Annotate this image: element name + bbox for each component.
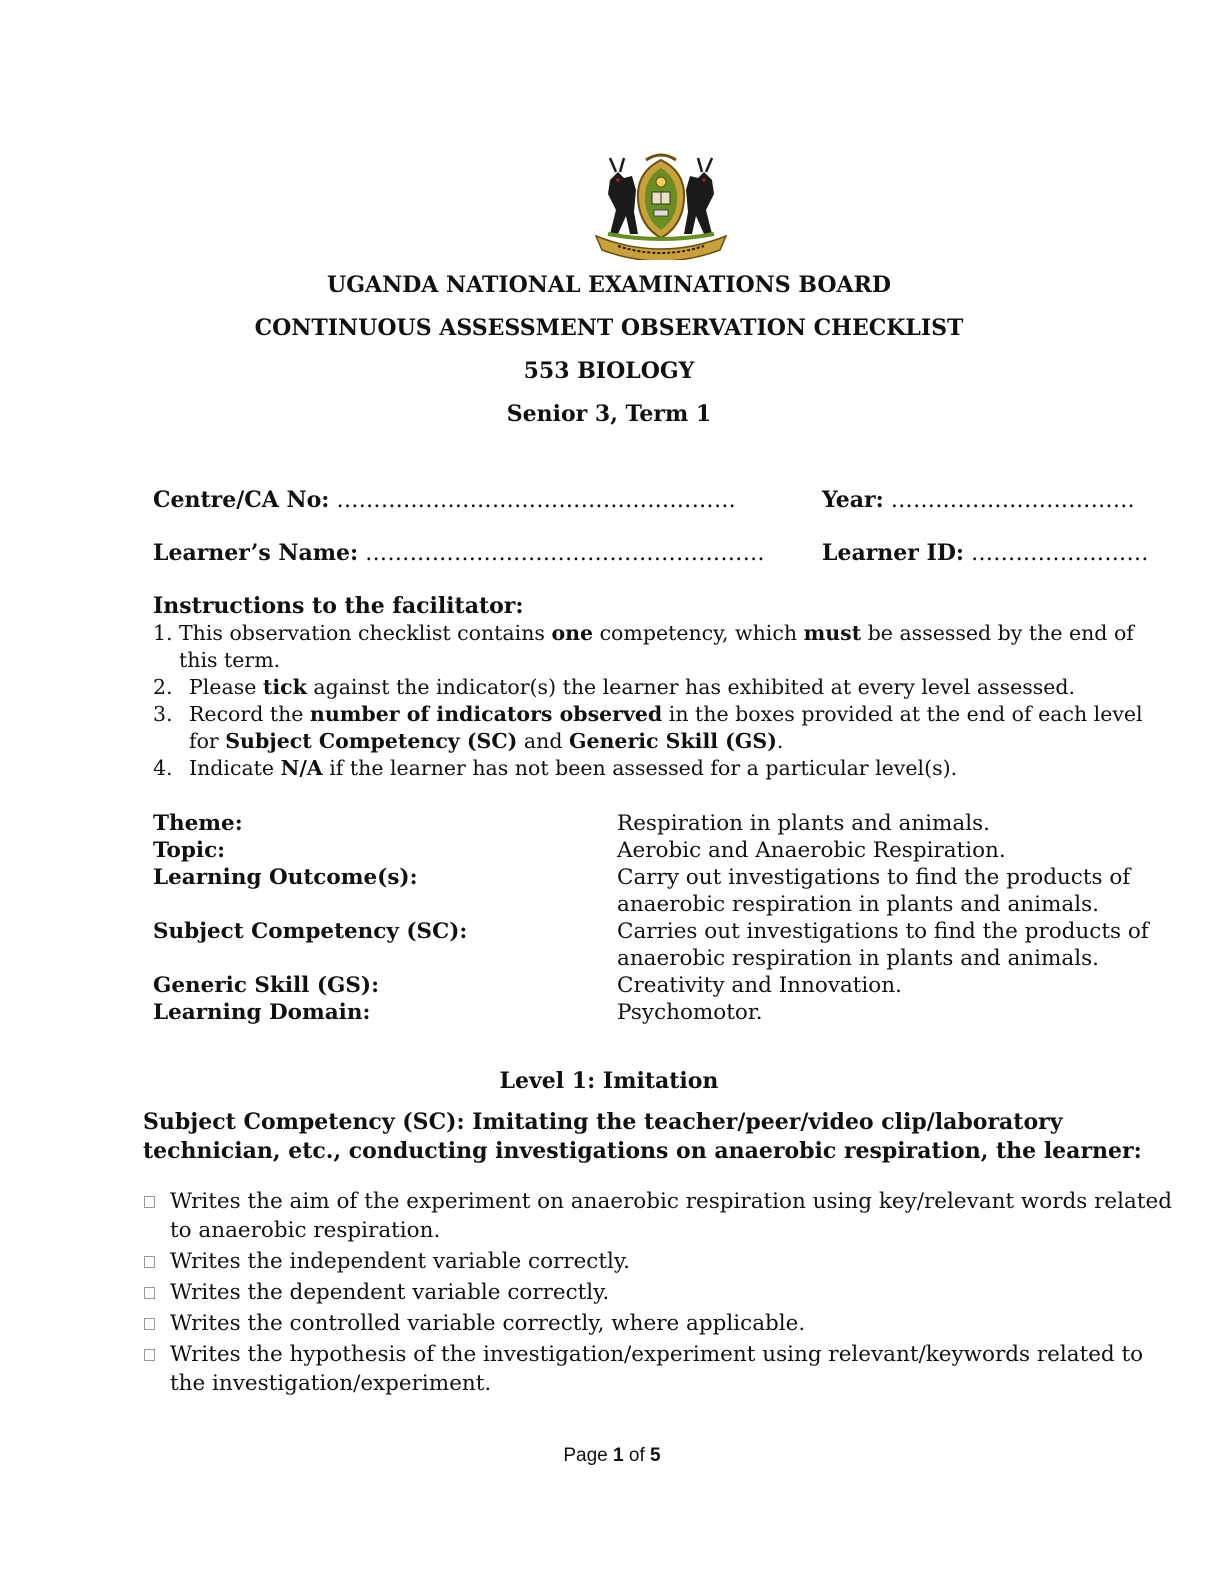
subject-heading: 553 BIOLOGY: [523, 358, 695, 384]
indicator-item: [143, 1247, 1173, 1276]
page-footer: [0, 1444, 1224, 1468]
centre-label: Centre/CA No:: [153, 487, 330, 513]
learning-domain-value: Psychomotor.: [617, 1000, 763, 1025]
instruction-item: [153, 674, 1173, 701]
instruction-text: if the learner has not been assessed for a particular level(s).: [322, 756, 958, 780]
learner-name-blank[interactable]: ………………………………………………: [365, 541, 765, 566]
instruction-text: Please: [189, 675, 263, 699]
centre-blank[interactable]: ………………………………………………: [336, 488, 737, 513]
year-field[interactable]: [822, 487, 1135, 514]
instruction-text: This observation checklist contains: [179, 621, 552, 645]
instruction-item: [153, 755, 1173, 782]
learner-name-field[interactable]: [153, 540, 765, 567]
document-title: CONTINUOUS ASSESSMENT OBSERVATION CHECKLIST: [254, 315, 964, 341]
year-blank[interactable]: ……………………………: [890, 488, 1135, 513]
topic-value: Aerobic and Anaerobic Respiration.: [617, 838, 1006, 863]
learner-id-blank[interactable]: ……………………: [971, 541, 1149, 566]
instruction-number: 1.: [153, 621, 173, 645]
topic-label: Topic:: [153, 838, 226, 863]
learning-domain-row: [153, 999, 1153, 1026]
instruction-emphasis: one: [551, 621, 594, 645]
instruction-number: 3.: [153, 702, 173, 726]
learner-id-label: Learner ID:: [822, 540, 965, 566]
instruction-emphasis: Subject Competency (SC): [225, 729, 518, 753]
subject-competency-heading: Subject Competency (SC): Imitating the teacher/peer/video clip/laboratory technician, etc., conducting investigations on anaerobic respiration, the learner:: [143, 1109, 1142, 1164]
instruction-emphasis: N/A: [280, 756, 323, 780]
assessment-details: [153, 810, 1153, 1026]
generic-skill-value: Creativity and Innovation.: [617, 973, 902, 998]
generic-skill-label: Generic Skill (GS):: [153, 973, 380, 998]
indicator-text: Writes the aim of the experiment on anaerobic respiration using key/relevant words related to anaerobic respiration.: [170, 1189, 1172, 1243]
instruction-text: and: [517, 729, 569, 753]
learning-outcome-value: Carry out investigations to find the products of anaerobic respiration in plants and animals.: [617, 865, 1131, 917]
indicator-item: [143, 1187, 1173, 1245]
indicator-checkbox[interactable]: [144, 1287, 155, 1299]
indicator-checkbox[interactable]: [144, 1256, 155, 1268]
page-number: 1: [613, 1445, 624, 1466]
indicator-text: Writes the controlled variable correctly, where applicable.: [170, 1311, 806, 1336]
indicator-text: Writes the independent variable correctly.: [170, 1249, 630, 1274]
indicator-checkbox[interactable]: [144, 1196, 155, 1208]
instruction-text: Record the: [189, 702, 310, 726]
class-term-heading: Senior 3, Term 1: [506, 401, 712, 427]
indicator-text: Writes the hypothesis of the investigation/experiment using relevant/keywords related to the investigation/experiment.: [170, 1342, 1144, 1396]
page-total: 5: [650, 1445, 661, 1466]
indicator-checkbox[interactable]: [144, 1349, 155, 1361]
indicator-checkbox[interactable]: [144, 1318, 155, 1330]
indicator-item: [143, 1340, 1173, 1398]
instruction-text: be assessed by the end of this term.: [179, 621, 1134, 672]
year-label: Year:: [822, 487, 884, 513]
learning-domain-label: Learning Domain:: [153, 1000, 371, 1025]
coat-of-arms-icon: [588, 150, 734, 260]
instruction-emphasis: Generic Skill (GS): [568, 729, 777, 753]
instruction-emphasis: number of indicators observed: [309, 702, 663, 726]
theme-value: Respiration in plants and animals.: [617, 811, 990, 836]
instruction-emphasis: must: [803, 621, 862, 645]
subject-competency-value: Carries out investigations to find the products of anaerobic respiration in plants and animals.: [617, 919, 1149, 971]
theme-label: Theme:: [153, 811, 243, 836]
instruction-text: Indicate: [189, 756, 281, 780]
instruction-number: 2.: [153, 675, 173, 699]
instruction-text: in the boxes provided at the end of each level for: [189, 702, 1143, 753]
instruction-item: [153, 701, 1173, 755]
instruction-text: against the indicator(s) the learner has exhibited at every level assessed.: [306, 675, 1076, 699]
page-word: Page: [563, 1445, 608, 1466]
learning-outcome-row: [153, 864, 1153, 918]
subject-competency-label: Subject Competency (SC):: [153, 919, 468, 944]
subject-competency-row: [153, 918, 1153, 972]
instruction-emphasis: tick: [262, 675, 307, 699]
generic-skill-row: [153, 972, 1153, 999]
of-word: of: [628, 1445, 645, 1466]
theme-row: [153, 810, 1153, 837]
indicator-text: Writes the dependent variable correctly.: [170, 1280, 610, 1305]
learner-id-field[interactable]: [822, 540, 1149, 567]
indicator-item: [143, 1309, 1173, 1338]
instruction-number: 4.: [153, 756, 173, 780]
centre-field[interactable]: [153, 487, 736, 514]
learner-name-label: Learner’s Name:: [153, 540, 359, 566]
indicator-item: [143, 1278, 1173, 1307]
indicator-checklist: [143, 1187, 1173, 1400]
learning-outcome-label: Learning Outcome(s):: [153, 865, 418, 890]
instruction-text: .: [776, 729, 784, 753]
instructions-title: Instructions to the facilitator:: [153, 593, 524, 619]
topic-row: [153, 837, 1153, 864]
instructions-list: [153, 620, 1173, 782]
organization-heading: UGANDA NATIONAL EXAMINATIONS BOARD: [327, 272, 891, 298]
instruction-item: [153, 620, 1173, 674]
instruction-text: competency, which: [593, 621, 804, 645]
level-title: Level 1: Imitation: [499, 1068, 719, 1094]
